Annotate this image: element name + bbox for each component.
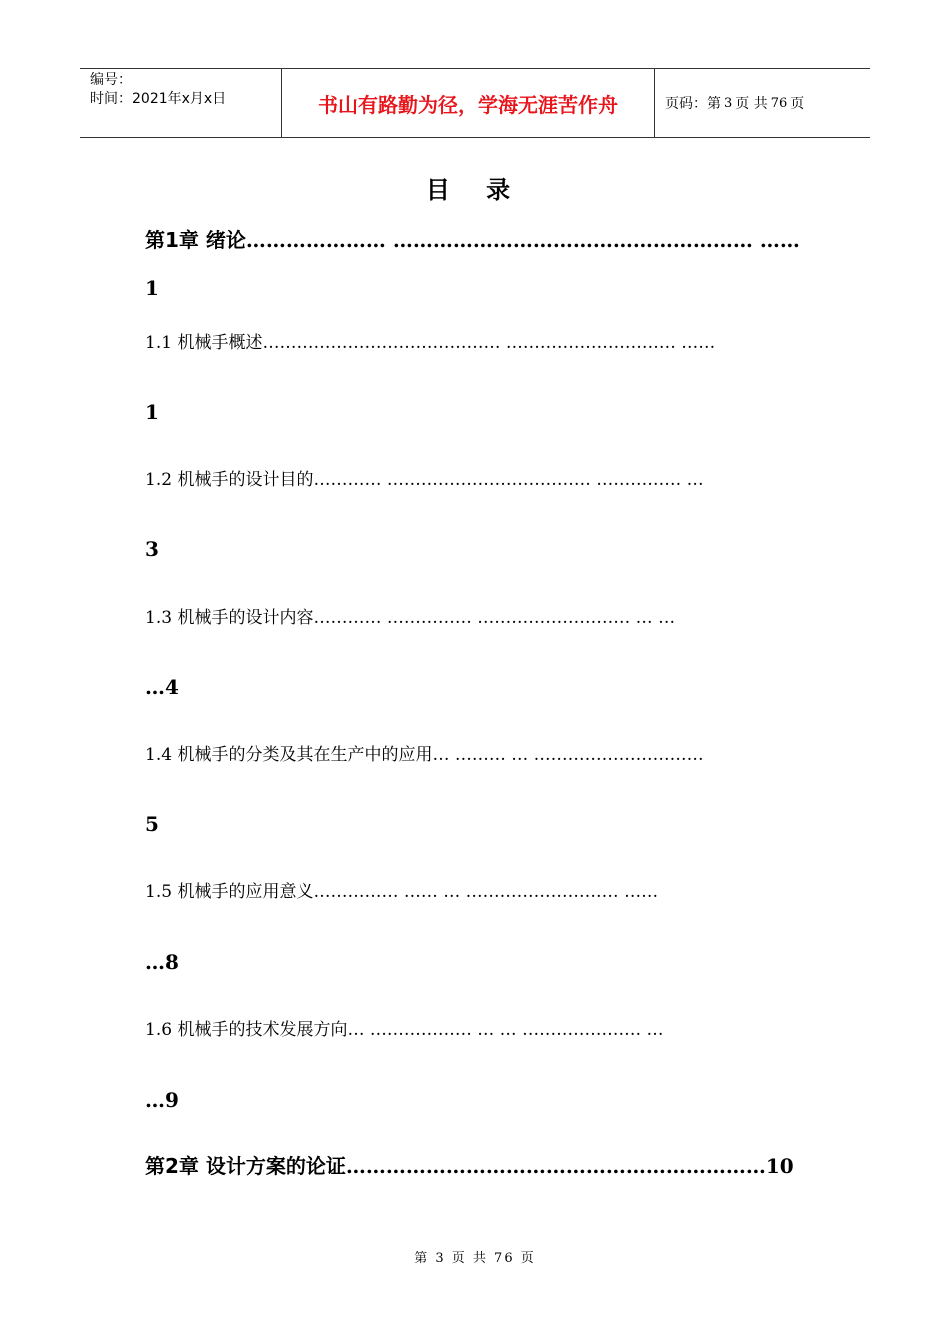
toc-entry-ch2[interactable] [145, 1150, 807, 1179]
toc-dots: ……………………………………………………… [345, 1154, 766, 1178]
page-current: 3 [724, 95, 733, 111]
toc-page-1-4: 5 [145, 812, 159, 836]
toc-label: 1.1 机械手概述 [145, 333, 263, 353]
toc-label: 第2章 设计方案的论证 [145, 1154, 346, 1178]
toc-entry-1-1[interactable] [145, 328, 807, 353]
toc-dots: …………………………………… ………………………… …… [262, 333, 716, 353]
toc-label: 1.6 机械手的技术发展方向 [145, 1020, 348, 1040]
toc-page-1-6: …9 [145, 1088, 179, 1112]
toc-dots: ………… …………… ……………………… … … [313, 608, 676, 628]
toc-dots: … ……… … ………………………… [432, 745, 704, 765]
page-title: 目 录 [425, 176, 525, 204]
toc-entry-1-6[interactable] [145, 1015, 807, 1040]
toc-label: 1.5 机械手的应用意义 [145, 882, 314, 902]
toc-entry-1-3[interactable] [145, 603, 807, 628]
header-meta [80, 69, 281, 137]
page-header [80, 68, 870, 138]
toc-label: 1.3 机械手的设计内容 [145, 608, 314, 628]
toc-page-ch1: 1 [145, 276, 159, 300]
toc-entry-1-2[interactable] [145, 465, 807, 490]
toc-page-ch2: 10 [765, 1154, 794, 1178]
toc-entry-1-4[interactable] [145, 740, 807, 765]
page-mid: 页 共 [735, 96, 768, 112]
toc-page-1-5: …8 [145, 950, 179, 974]
toc-page-1-3: …4 [145, 675, 179, 699]
header-motto: 书山有路勤为径，学海无涯苦作舟 [281, 69, 655, 137]
toc-label: 1.4 机械手的分类及其在生产中的应用 [145, 745, 433, 765]
toc-entry-1-5[interactable] [145, 877, 807, 902]
toc-dots: ………… ……………………………… …………… … [313, 470, 704, 490]
header-page-info [655, 69, 870, 137]
toc-page-1-2: 3 [145, 537, 159, 561]
page-total: 76 [770, 95, 788, 111]
toc-dots: …………… …… … ……………………… …… [313, 882, 659, 902]
toc-dots: … ……………… … … ………………… … [347, 1020, 664, 1040]
page-prefix: 页码：第 [665, 96, 721, 112]
time-label: 时间：2021年x月x日 [90, 91, 227, 107]
number-label: 编号： [90, 72, 132, 88]
toc-label: 第1章 绪论 [145, 228, 246, 252]
page-footer: 第 3 页 共 76 页 [414, 1251, 536, 1266]
toc-page-1-1: 1 [145, 400, 159, 424]
toc-entry-ch1[interactable] [145, 224, 807, 253]
toc-label: 1.2 机械手的设计目的 [145, 470, 314, 490]
page-suffix: 页 [790, 96, 805, 112]
toc-dots: ………………… ……………………………………………… …… [245, 228, 800, 252]
